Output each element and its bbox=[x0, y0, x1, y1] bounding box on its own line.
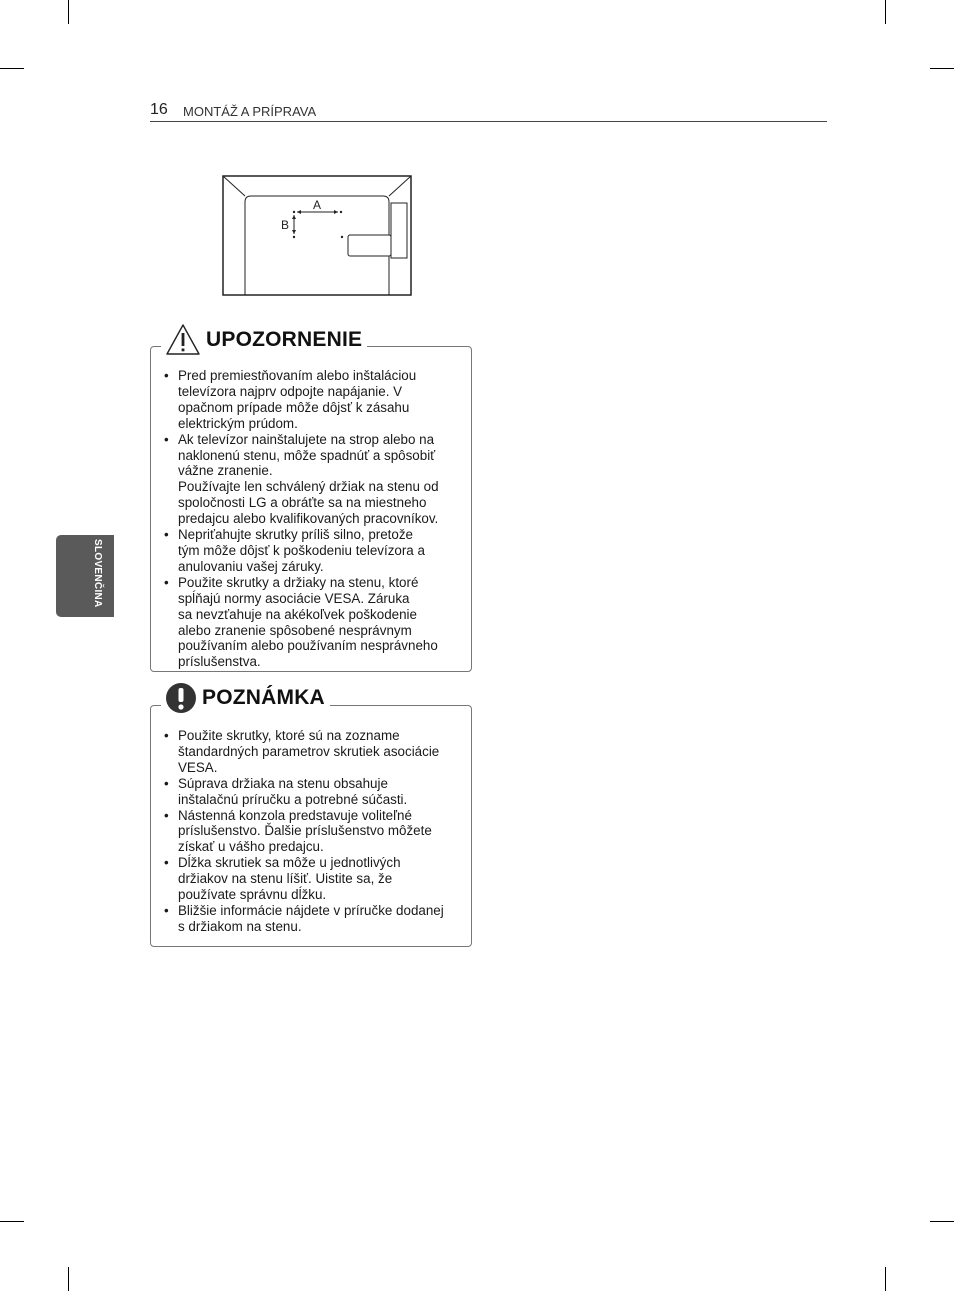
list-item: • Použite skrutky a držiaky na stenu, ktoré spĺňajú normy asociácie VESA. Záruka sa nevzťahuje na akékoľvek poškodenie alebo zranenie spôsobené nesprávnym používaním alebo používaním nesprávneho príslušenstva. bbox=[163, 575, 463, 670]
crop-mark bbox=[68, 0, 69, 24]
page-number: 16 bbox=[150, 101, 168, 118]
crop-mark bbox=[930, 1221, 954, 1222]
list-item: • Ak televízor nainštalujete na strop alebo na naklonenú stenu, môže spadnúť a spôsobiť vážne zranenie. Používajte len schválený držiak na stenu od spoločnosti LG a obráťte sa na miestneho predajcu alebo kvalifikovaných pracovníkov. bbox=[163, 432, 463, 527]
crop-mark bbox=[885, 1267, 886, 1291]
tv-back-diagram bbox=[222, 175, 413, 297]
crop-mark bbox=[68, 1267, 69, 1291]
dimension-label-a: A bbox=[313, 198, 322, 212]
section-title: MONTÁŽ A PRÍPRAVA bbox=[183, 104, 317, 119]
note-box bbox=[150, 686, 472, 947]
note-header bbox=[161, 682, 330, 714]
list-item: • Nepriťahujte skrutky príliš silno, pretože tým môže dôjsť k poškodeniu televízora a anulovaniu vašej záruky. bbox=[163, 527, 463, 575]
language-tab-label: SLOVENČINA bbox=[92, 539, 103, 608]
caution-title: UPOZORNENIE bbox=[206, 327, 363, 351]
dimension-label-b: B bbox=[281, 218, 290, 232]
tv-back-illustration bbox=[222, 175, 413, 297]
caution-box bbox=[150, 327, 472, 672]
crop-mark bbox=[885, 0, 886, 24]
note-title: POZNÁMKA bbox=[202, 686, 325, 709]
caution-header bbox=[161, 323, 367, 356]
caution-list bbox=[163, 368, 463, 670]
list-item: • Pred premiestňovaním alebo inštaláciou televízora najprv odpojte napájanie. V opačnom prípade môže dôjsť k zásahu elektrickým prúdom. bbox=[163, 368, 463, 432]
language-tab bbox=[56, 535, 114, 617]
list-item: • Dĺžka skrutiek sa môže u jednotlivých držiakov na stenu líšiť. Uistite sa, že používate správnu dĺžku. bbox=[163, 855, 463, 903]
crop-mark bbox=[0, 1221, 24, 1222]
list-item: • Použite skrutky, ktoré sú na zozname štandardných parametrov skrutiek asociácie VESA. bbox=[163, 728, 463, 776]
crop-mark bbox=[0, 68, 24, 69]
list-item: • Bližšie informácie nájdete v príručke dodanej s držiakom na stenu. bbox=[163, 903, 463, 935]
exclamation-circle-icon bbox=[165, 682, 197, 714]
list-item: • Súprava držiaka na stenu obsahuje inštalačnú príručku a potrebné súčasti. bbox=[163, 776, 463, 808]
note-list bbox=[163, 728, 463, 935]
list-item: • Nástenná konzola predstavuje voliteľné príslušenstvo. Ďalšie príslušenstvo môžete získať u vášho predajcu. bbox=[163, 808, 463, 856]
warning-triangle-icon bbox=[165, 323, 201, 356]
page-header bbox=[150, 101, 827, 122]
crop-mark bbox=[930, 68, 954, 69]
